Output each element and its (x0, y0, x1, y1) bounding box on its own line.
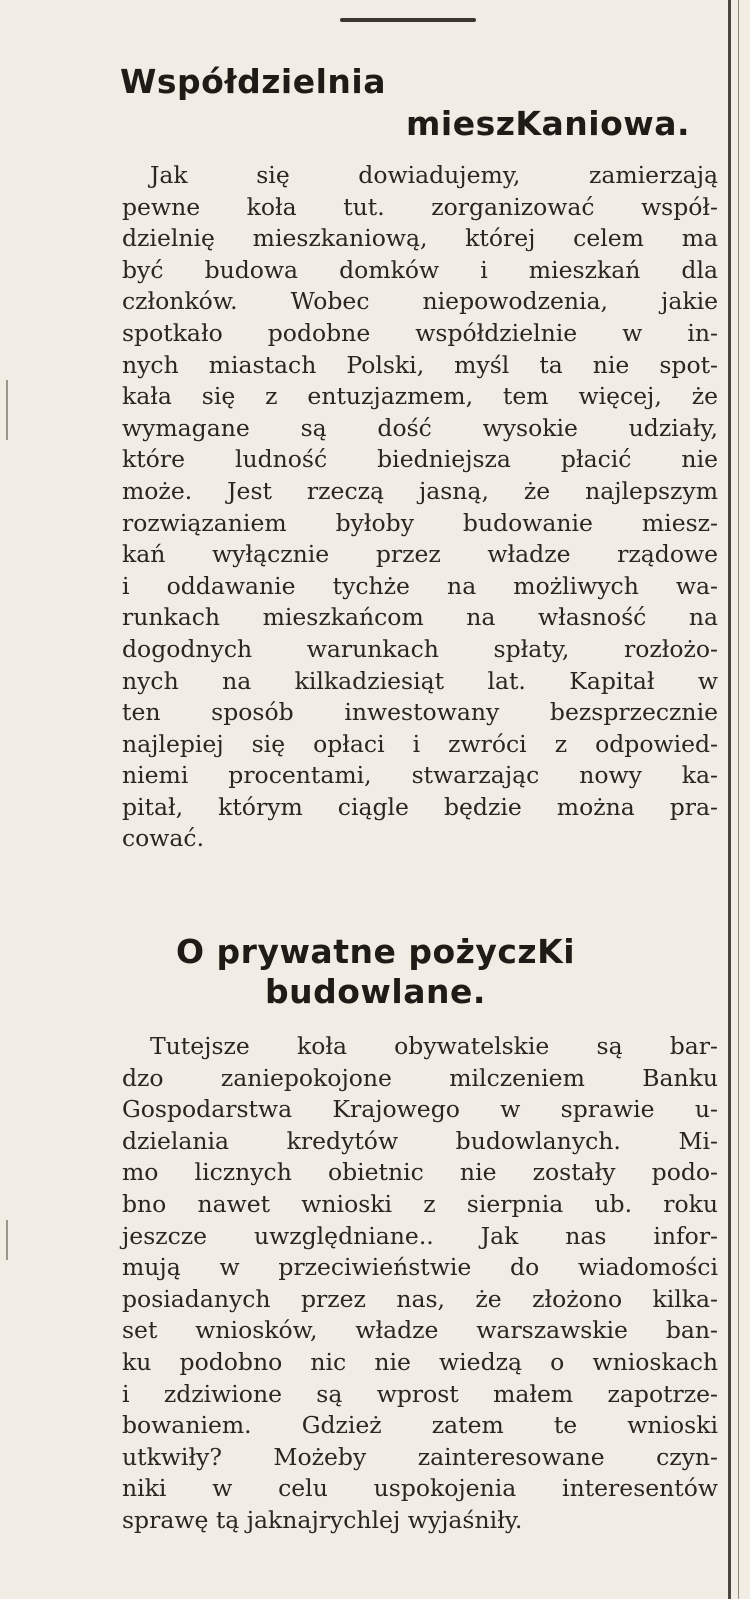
text-line: dzo zaniepokojone milczeniem Banku (122, 1063, 718, 1092)
top-separator-rule (340, 18, 476, 22)
text-line: sprawę tą jaknajrychlej wyjaśniły. (122, 1505, 523, 1534)
print-speck (6, 380, 8, 440)
text-line: runkach mieszkańcom na własność na (122, 603, 718, 632)
column-rule-secondary (738, 0, 739, 1599)
text-line: ten sposób inwestowany bezsprzecznie (122, 698, 718, 727)
article2-title-line1: O prywatne pożyczKi (176, 932, 576, 971)
text-line: dzielania kredytów budowlanych. Mi- (122, 1126, 718, 1155)
text-line: spotkało podobne współdzielnie w in- (122, 318, 718, 347)
print-speck (6, 1220, 8, 1260)
text-line: wymagane są dość wysokie udziały, (122, 413, 718, 442)
text-line: mują w przeciwieństwie do wiadomości (122, 1253, 718, 1282)
text-line: pewne koła tut. zorganizować współ- (122, 192, 718, 221)
text-line: i oddawanie tychże na możliwych wa- (122, 571, 718, 600)
article2-body (122, 1031, 718, 1537)
text-line: najlepiej się opłaci i zwróci z odpowied- (122, 729, 718, 758)
text-line: mo licznych obietnic nie zostały podo- (122, 1158, 718, 1187)
text-line: bno nawet wnioski z sierpnia ub. roku (122, 1189, 718, 1218)
text-line: Gospodarstwa Krajowego w sprawie u- (122, 1095, 718, 1124)
text-line: kała się z entuzjazmem, tem więcej, że (122, 382, 718, 411)
text-line: członków. Wobec niepowodzenia, jakie (122, 287, 718, 316)
text-line: nych na kilkadziesiąt lat. Kapitał w (122, 666, 718, 695)
text-line: rozwiązaniem byłoby budowanie miesz- (122, 508, 718, 537)
text-line: posiadanych przez nas, że złożono kilka- (122, 1284, 718, 1313)
text-line: może. Jest rzeczą jasną, że najlepszym (122, 476, 718, 505)
text-line: ku podobno nic nie wiedzą o wnioskach (122, 1347, 718, 1376)
column-rule (728, 0, 731, 1599)
article2-title-line2: budowlane. (265, 972, 486, 1011)
text-line: niki w celu uspokojenia interesentów (122, 1474, 718, 1503)
text-line: jeszcze uwzględniane.. Jak nas infor- (122, 1221, 718, 1250)
text-line: które ludność biedniejsza płacić nie (122, 445, 718, 474)
article1-title-line2: mieszKaniowa. (406, 104, 691, 143)
text-line: nych miastach Polski, myśl ta nie spot- (122, 350, 718, 379)
text-line: set wniosków, władze warszawskie ban- (122, 1316, 718, 1345)
text-line: Tutejsze koła obywatelskie są bar- (150, 1032, 718, 1060)
text-line: dzielnię mieszkaniową, której celem ma (122, 224, 718, 253)
text-line: i zdziwione są wprost małem zapotrze- (122, 1379, 718, 1408)
text-line: cować. (122, 824, 205, 853)
text-line: niemi procentami, stwarzając nowy ka- (122, 761, 718, 790)
text-line: być budowa domków i mieszkań dla (122, 255, 718, 284)
article1-body (122, 160, 718, 855)
text-line: kań wyłącznie przez władze rządowe (122, 540, 718, 569)
text-line: pitał, którym ciągle będzie można pra- (122, 792, 718, 821)
text-line: utkwiły? Możeby zainteresowane czyn- (122, 1442, 718, 1471)
text-line: dogodnych warunkach spłaty, rozłożo- (122, 634, 718, 663)
text-line: Jak się dowiadujemy, zamierzają (150, 161, 718, 189)
text-line: bowaniem. Gdzież zatem te wnioski (122, 1411, 718, 1440)
article1-title-line1: Współdzielnia (120, 62, 386, 101)
